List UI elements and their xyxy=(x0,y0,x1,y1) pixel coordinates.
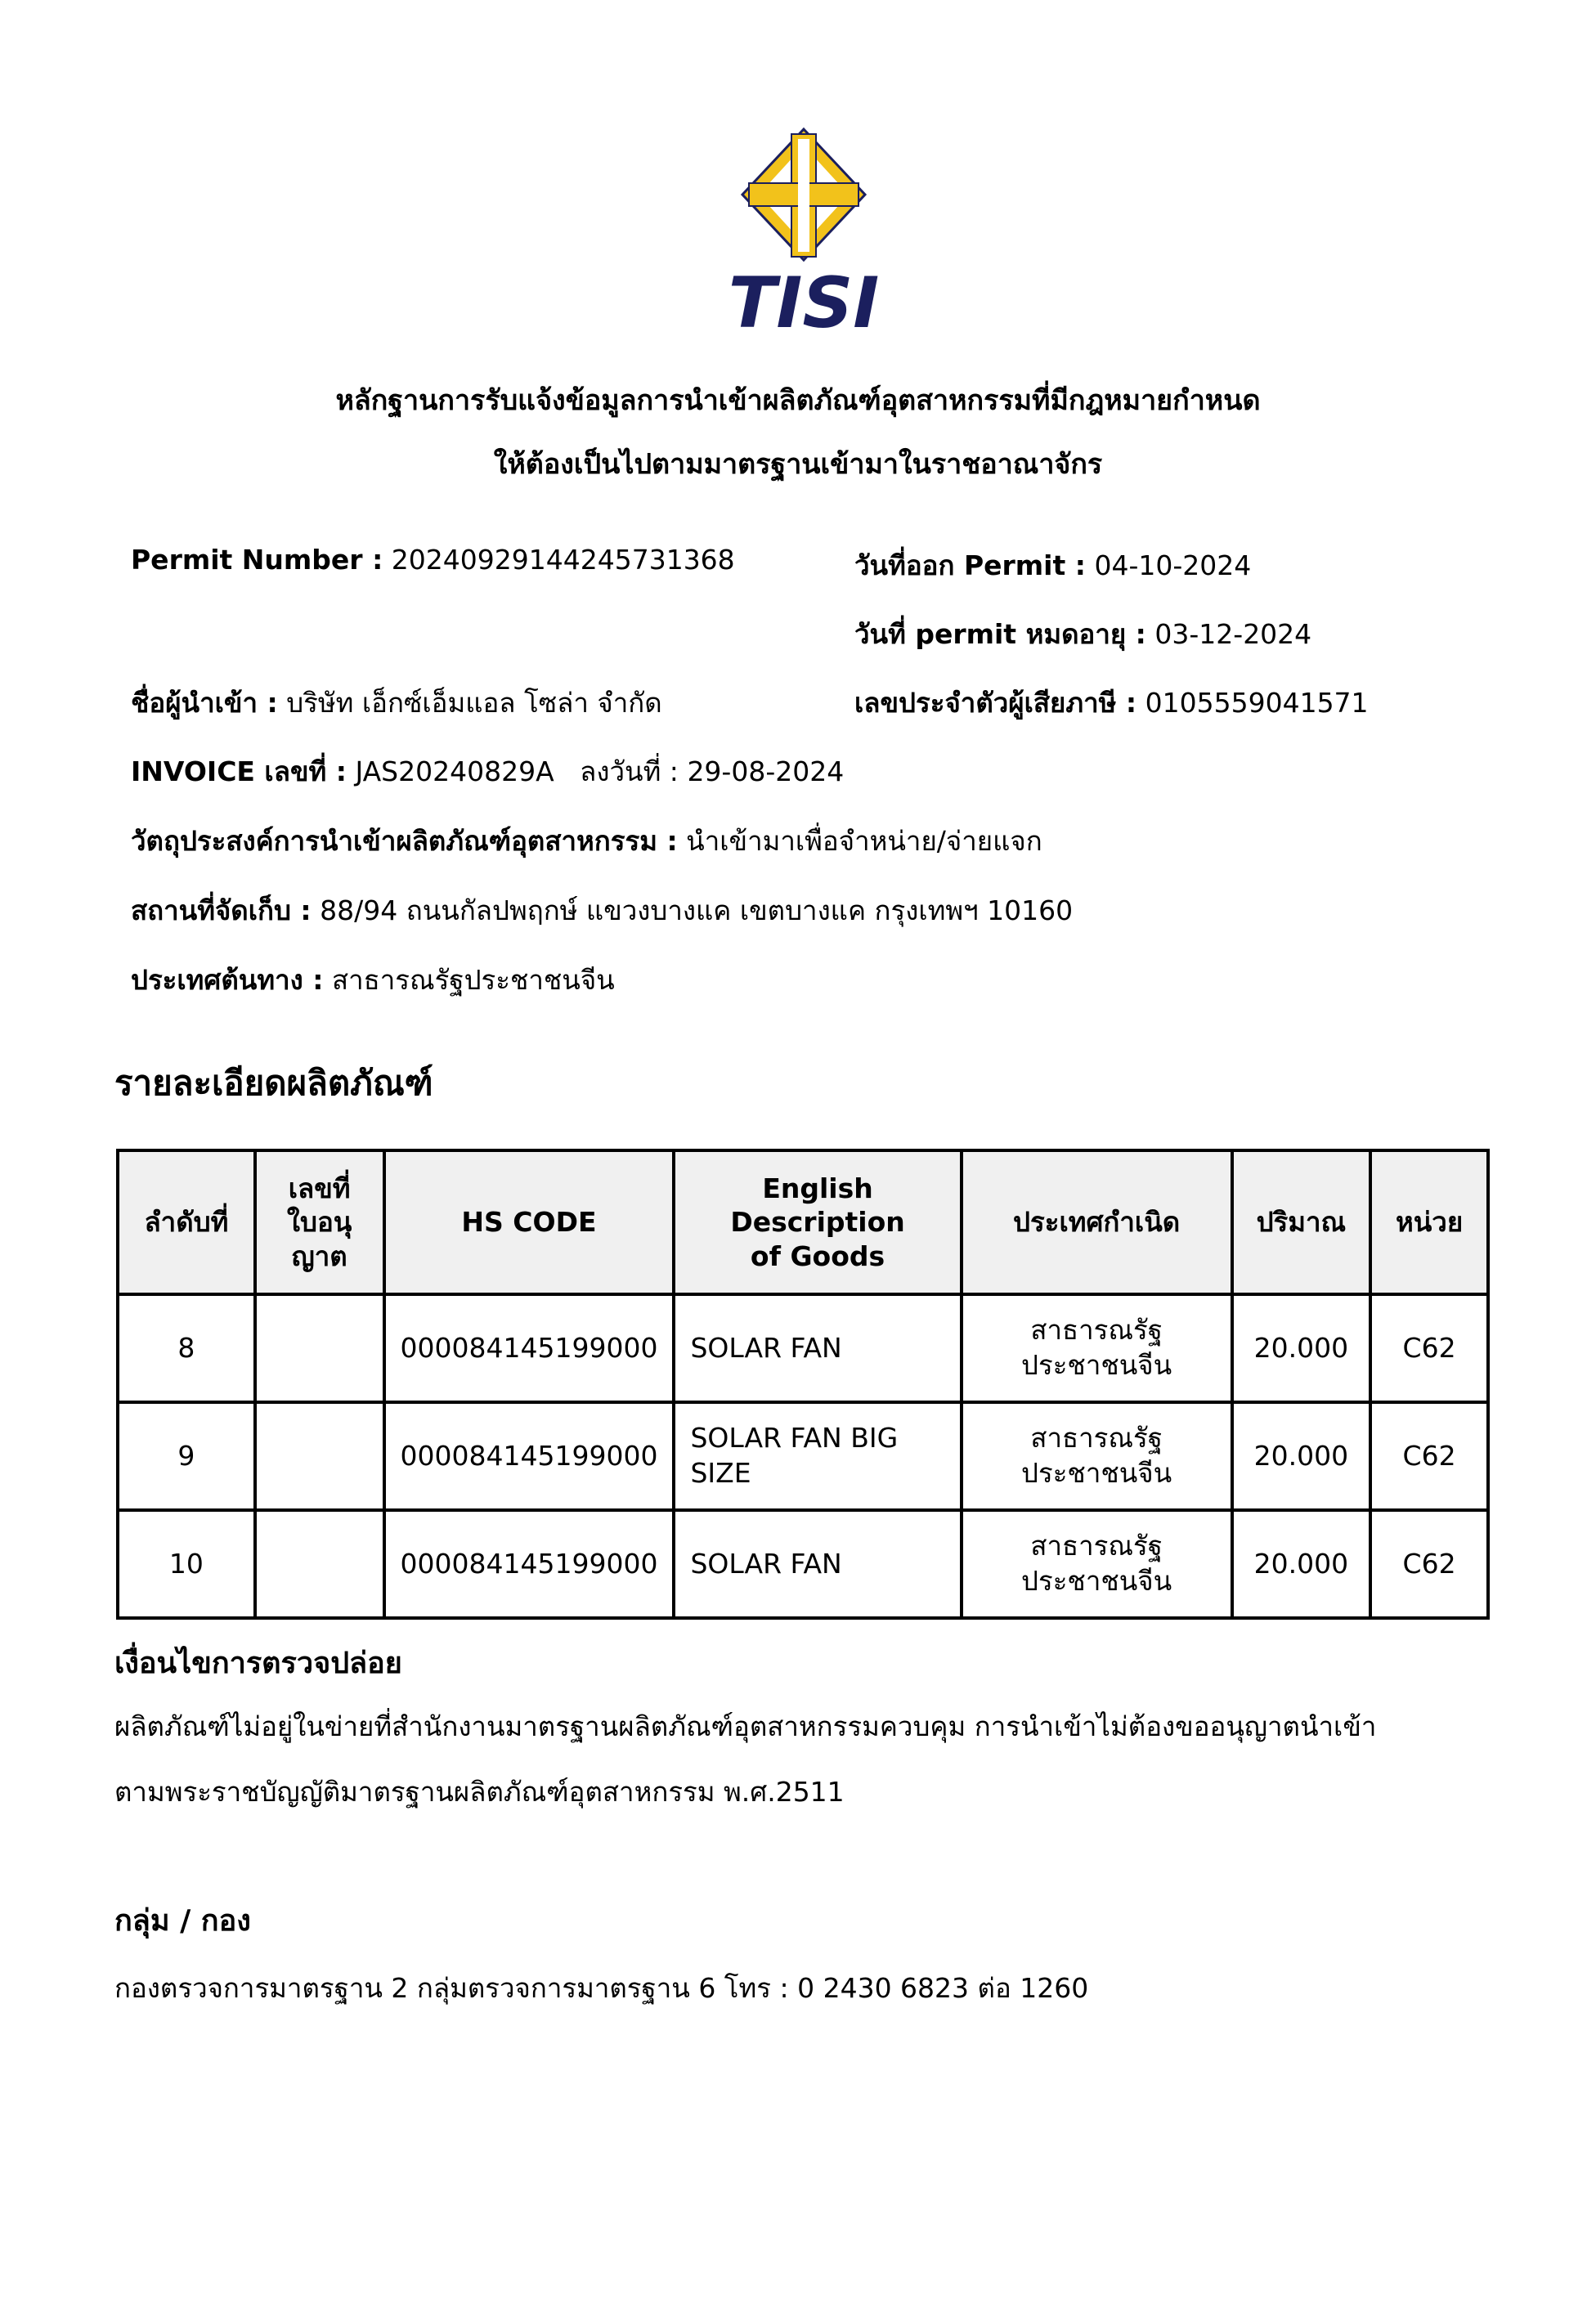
tax-id-value: 0105559041571 xyxy=(1145,687,1369,719)
products-heading: รายละเอียดผลิตภัณฑ์ xyxy=(114,1063,433,1103)
conditions-line-2: ตามพระราชบัญญัติมาตรฐานผลิตภัณฑ์อุตสาหกรรม พ.ศ.2511 xyxy=(114,1776,845,1808)
purpose-label: วัตถุประสงค์การนำเข้าผลิตภัณฑ์อุตสาหกรรม : xyxy=(131,825,678,857)
col-header-unit: หน่วย xyxy=(1370,1150,1488,1294)
cell-description: SOLAR FAN xyxy=(674,1294,961,1402)
origin-value: สาธารณรัฐประชาชนจีน xyxy=(331,964,615,996)
storage-value: 88/94 ถนนกัลปพฤกษ์ แขวงบางแค เขตบางแค กรุงเทพฯ 10160 xyxy=(320,894,1074,926)
group-heading: กลุ่ม / กอง xyxy=(114,1904,251,1938)
table-row xyxy=(118,1510,1488,1618)
issue-date-field xyxy=(854,544,1251,587)
invoice-date-value: 29-08-2024 xyxy=(687,755,845,787)
purpose-field xyxy=(131,819,1042,863)
cell-unit: C62 xyxy=(1370,1402,1488,1510)
document-title-line-1: หลักฐานการรับแจ้งข้อมูลการนำเข้าผลิตภัณฑ์อุตสาหกรรมที่มีกฎหมายกำหนด xyxy=(335,384,1261,417)
group-text: กองตรวจการมาตรฐาน 2 กลุ่มตรวจการมาตรฐาน 6 โทร : 0 2430 6823 ต่อ 1260 xyxy=(114,1972,1089,2004)
origin-label: ประเทศต้นทาง : xyxy=(131,964,324,996)
permit-number-field xyxy=(131,544,735,576)
products-table xyxy=(116,1149,1490,1620)
tisi-logo xyxy=(726,123,881,335)
conditions-heading: เงื่อนไขการตรวจปล่อย xyxy=(114,1647,402,1680)
cell-description: SOLAR FAN xyxy=(674,1510,961,1618)
conditions-line-1: ผลิตภัณฑ์ไม่อยู่ในข่ายที่สำนักงานมาตรฐานผลิตภัณฑ์อุตสาหกรรมควบคุม การนำเข้าไม่ต้องขออนุญาตนำเข้า xyxy=(114,1710,1377,1742)
expiry-date-field xyxy=(854,612,1311,656)
storage-field xyxy=(131,889,1073,932)
origin-field xyxy=(131,958,615,1002)
col-header-hs-code: HS CODE xyxy=(384,1150,675,1294)
cell-license xyxy=(255,1294,384,1402)
cell-license xyxy=(255,1510,384,1618)
permit-number-value: 20240929144245731368 xyxy=(391,544,735,576)
importer-field xyxy=(131,681,662,724)
tax-id-field xyxy=(854,681,1369,724)
cell-country: สาธารณรัฐ ประชาชนจีน xyxy=(962,1510,1232,1618)
cell-quantity: 20.000 xyxy=(1232,1402,1371,1510)
permit-number-label: Permit Number : xyxy=(131,544,383,576)
col-header-license: เลขที่ ใบอนุ ญาต xyxy=(255,1150,384,1294)
cell-country: สาธารณรัฐ ประชาชนจีน xyxy=(962,1294,1232,1402)
issue-date-value: 04-10-2024 xyxy=(1094,549,1252,581)
cell-unit: C62 xyxy=(1370,1294,1488,1402)
col-header-country: ประเทศกำเนิด xyxy=(962,1150,1232,1294)
invoice-value: JAS20240829A xyxy=(355,755,554,787)
cell-description: SOLAR FAN BIG SIZE xyxy=(674,1402,961,1510)
cell-hs-code: 000084145199000 xyxy=(384,1510,675,1618)
table-header-row xyxy=(118,1150,1488,1294)
invoice-field xyxy=(131,750,844,793)
logo-text: TISI xyxy=(728,262,880,335)
expiry-date-label: วันที่ permit หมดอายุ : xyxy=(854,618,1146,650)
cell-no: 10 xyxy=(118,1510,255,1618)
emblem-icon xyxy=(742,129,865,260)
importer-label: ชื่อผู้นำเข้า : xyxy=(131,687,278,719)
expiry-date-value: 03-12-2024 xyxy=(1154,618,1312,650)
cell-license xyxy=(255,1402,384,1510)
cell-unit: C62 xyxy=(1370,1510,1488,1618)
importer-value: บริษัท เอ็กซ์เอ็มแอล โซล่า จำกัด xyxy=(286,687,662,719)
col-header-quantity: ปริมาณ xyxy=(1232,1150,1371,1294)
document-title-line-2: ให้ต้องเป็นไปตามมาตรฐานเข้ามาในราชอาณาจักร xyxy=(493,448,1103,481)
table-row xyxy=(118,1294,1488,1402)
invoice-date-label: ลงวันที่ : xyxy=(580,755,679,787)
invoice-label: INVOICE เลขที่ : xyxy=(131,755,347,787)
cell-no: 9 xyxy=(118,1402,255,1510)
cell-no: 8 xyxy=(118,1294,255,1402)
cell-quantity: 20.000 xyxy=(1232,1294,1371,1402)
storage-label: สถานที่จัดเก็บ : xyxy=(131,894,312,926)
cell-hs-code: 000084145199000 xyxy=(384,1402,675,1510)
tax-id-label: เลขประจำตัวผู้เสียภาษี : xyxy=(854,687,1137,719)
cell-quantity: 20.000 xyxy=(1232,1510,1371,1618)
cell-hs-code: 000084145199000 xyxy=(384,1294,675,1402)
issue-date-label: วันที่ออก Permit : xyxy=(854,549,1086,581)
col-header-no: ลำดับที่ xyxy=(118,1150,255,1294)
col-header-description: English Description of Goods xyxy=(674,1150,961,1294)
cell-country: สาธารณรัฐ ประชาชนจีน xyxy=(962,1402,1232,1510)
table-row xyxy=(118,1402,1488,1510)
purpose-value: นำเข้ามาเพื่อจำหน่าย/จ่ายแจก xyxy=(686,825,1042,857)
